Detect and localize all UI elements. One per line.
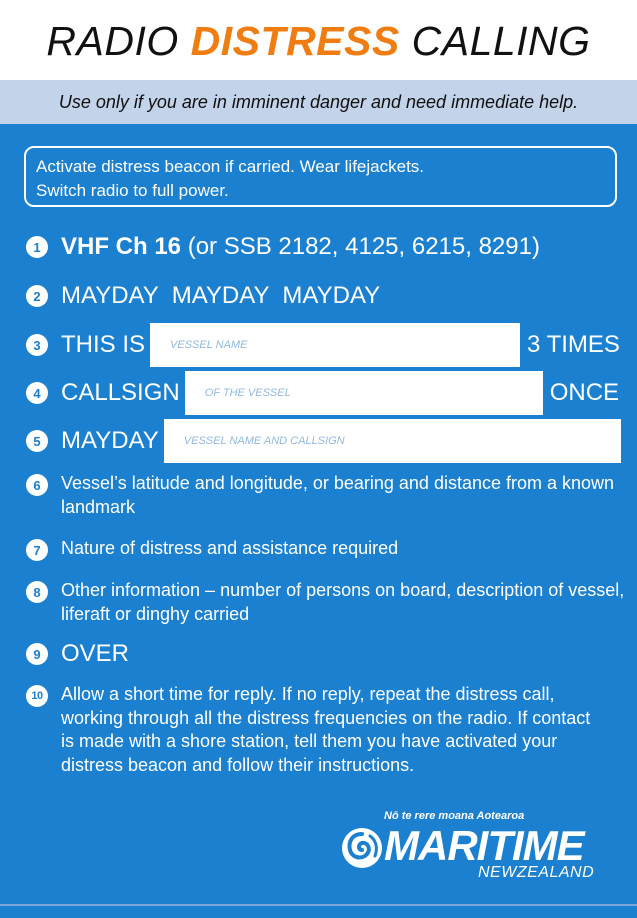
- step-6-text: Vessel’s latitude and longitude, or bearing and distance from a known landmark: [61, 473, 615, 517]
- logo-subtitle: NEWZEALAND: [478, 864, 595, 881]
- step-3: [26, 323, 620, 367]
- step-1-channel: VHF Ch 16: [61, 233, 182, 260]
- step-3-label: THIS IS: [61, 331, 146, 358]
- step-number-8: 8: [26, 581, 48, 603]
- step-number-10: 10: [26, 685, 48, 707]
- bottom-divider: [0, 904, 637, 906]
- step-10-text: Allow a short time for reply. If no reply, repeat the distress call, working through all the distress frequencies on the radio. If contact is made with a shore station, tell them you have activated your distress beacon and follow their instructions.: [61, 684, 591, 775]
- page-title: [0, 0, 637, 80]
- title-highlight: DISTRESS: [190, 18, 400, 64]
- instructions-panel: [0, 124, 637, 918]
- step-4-label: CALLSIGN: [61, 379, 180, 406]
- title-part-1: RADIO: [46, 18, 191, 64]
- intro-box: [24, 146, 617, 207]
- step-9-text: OVER: [61, 640, 130, 667]
- step-9: [26, 640, 129, 668]
- step-4-suffix: ONCE: [549, 379, 620, 406]
- step-number-1: 1: [26, 236, 48, 258]
- logo-wordmark: MARITIME: [384, 822, 584, 869]
- maori-tagline: Nō te rere moana Aotearoa: [384, 810, 525, 822]
- step-number-5: 5: [26, 430, 48, 452]
- subtitle-text: Use only if you are in imminent danger and need immediate help.: [58, 92, 579, 112]
- step-6: [26, 472, 626, 519]
- maritime-nz-logo: [340, 822, 620, 886]
- step-number-2: 2: [26, 285, 48, 307]
- callsign-field[interactable]: OF THE VESSEL: [185, 371, 543, 415]
- step-4: [26, 371, 619, 415]
- step-2-text: MAYDAY MAYDAY MAYDAY: [61, 282, 381, 309]
- intro-line-1: Activate distress beacon if carried. Wear lifejackets.: [36, 157, 425, 176]
- step-3-suffix: 3 TIMES: [527, 331, 620, 358]
- koru-icon: [340, 826, 384, 870]
- step-5: [26, 419, 621, 463]
- step-1: [26, 233, 540, 261]
- title-part-2: CALLING: [399, 18, 591, 64]
- step-5-label: MAYDAY: [61, 427, 159, 454]
- subtitle-banner: [0, 80, 637, 124]
- intro-line-2: Switch radio to full power.: [36, 181, 229, 200]
- step-8: [26, 579, 626, 626]
- step-number-9: 9: [26, 643, 48, 665]
- step-7-text: Nature of distress and assistance required: [61, 538, 399, 558]
- step-2: [26, 282, 380, 310]
- step-7: [26, 537, 626, 561]
- step-8-text: Other information – number of persons on board, description of vessel, liferaft or dinghy carried: [61, 580, 625, 624]
- step-number-4: 4: [26, 382, 48, 404]
- vessel-name-field[interactable]: VESSEL NAME: [150, 323, 520, 367]
- step-number-7: 7: [26, 539, 48, 561]
- step-number-3: 3: [26, 334, 48, 356]
- step-number-6: 6: [26, 474, 48, 496]
- step-1-text: (or SSB 2182, 4125, 6215, 8291): [181, 233, 540, 260]
- step-10: [26, 683, 626, 777]
- vessel-name-callsign-field[interactable]: VESSEL NAME AND CALLSIGN: [164, 419, 621, 463]
